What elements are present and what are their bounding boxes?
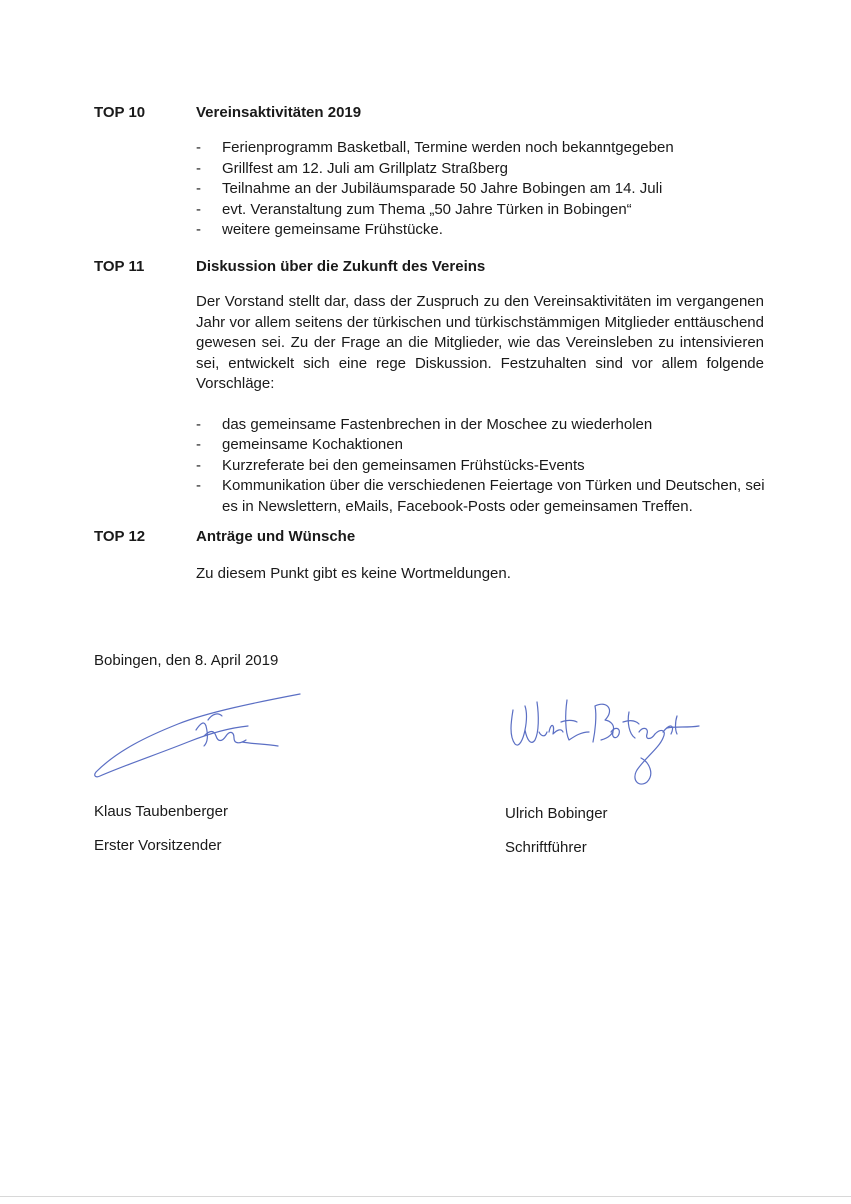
list-item: - das gemeinsame Fastenbrechen in der Moschee zu wiederholen: [196, 415, 766, 436]
signatory-right-role: Schriftführer: [505, 839, 587, 856]
list-item: - weitere gemeinsame Frühstücke.: [196, 220, 674, 241]
signatory-right-name: Ulrich Bobinger: [505, 805, 608, 822]
list-item: - Teilnahme an der Jubiläumsparade 50 Jahre Bobingen am 14. Juli: [196, 179, 674, 200]
signatory-left-name: Klaus Taubenberger: [94, 803, 228, 820]
activities-list: [196, 138, 674, 241]
page-edge-divider: [0, 1196, 851, 1197]
list-item: - Grillfest am 12. Juli am Grillplatz Straßberg: [196, 159, 674, 180]
section-body: [196, 564, 511, 585]
signature-right-image: [505, 692, 705, 792]
no-requests-text: Zu diesem Punkt gibt es keine Wortmeldungen.: [196, 565, 511, 582]
section-number: TOP 12: [94, 528, 146, 545]
place-date: Bobingen, den 8. April 2019: [94, 652, 279, 669]
list-item: - Kommunikation über die verschiedenen Feiertage von Türken und Deutschen, sei es in Newslettern, eMails, Facebook-Posts oder gemeinsamen Treffen.: [196, 476, 766, 517]
list-item: - gemeinsame Kochaktionen: [196, 435, 766, 456]
list-item: - evt. Veranstaltung zum Thema „50 Jahre Türken in Bobingen“: [196, 200, 674, 221]
discussion-paragraph: Der Vorstand stellt dar, dass der Zuspruch zu den Vereinsaktivitäten im vergangenen Jahr vor allem seitens der türkischen und türkischstämmigen Mitglieder enttäuschend gewesen sei. Zu der Frage an die Mitglieder, wie das Vereinsleben zu intensivieren sei, entwickelt sich eine rege Diskussion. Festzuhalten sind vor allem folgende Vorschläge:: [196, 293, 764, 392]
section-body: [196, 292, 766, 517]
signature-left-image: [88, 690, 308, 785]
list-item: - Ferienprogramm Basketball, Termine werden noch bekanntgegeben: [196, 138, 674, 159]
section-title: Diskussion über die Zukunft des Vereins: [196, 258, 486, 275]
section-body: [196, 138, 674, 241]
section-title: Vereinsaktivitäten 2019: [196, 104, 362, 121]
section-number: TOP 11: [94, 258, 145, 275]
section-title: Anträge und Wünsche: [196, 528, 356, 545]
section-number: TOP 10: [94, 104, 146, 121]
list-item: - Kurzreferate bei den gemeinsamen Frühstücks-Events: [196, 456, 766, 477]
signatory-left-role: Erster Vorsitzender: [94, 837, 222, 854]
proposals-list: [196, 415, 766, 518]
